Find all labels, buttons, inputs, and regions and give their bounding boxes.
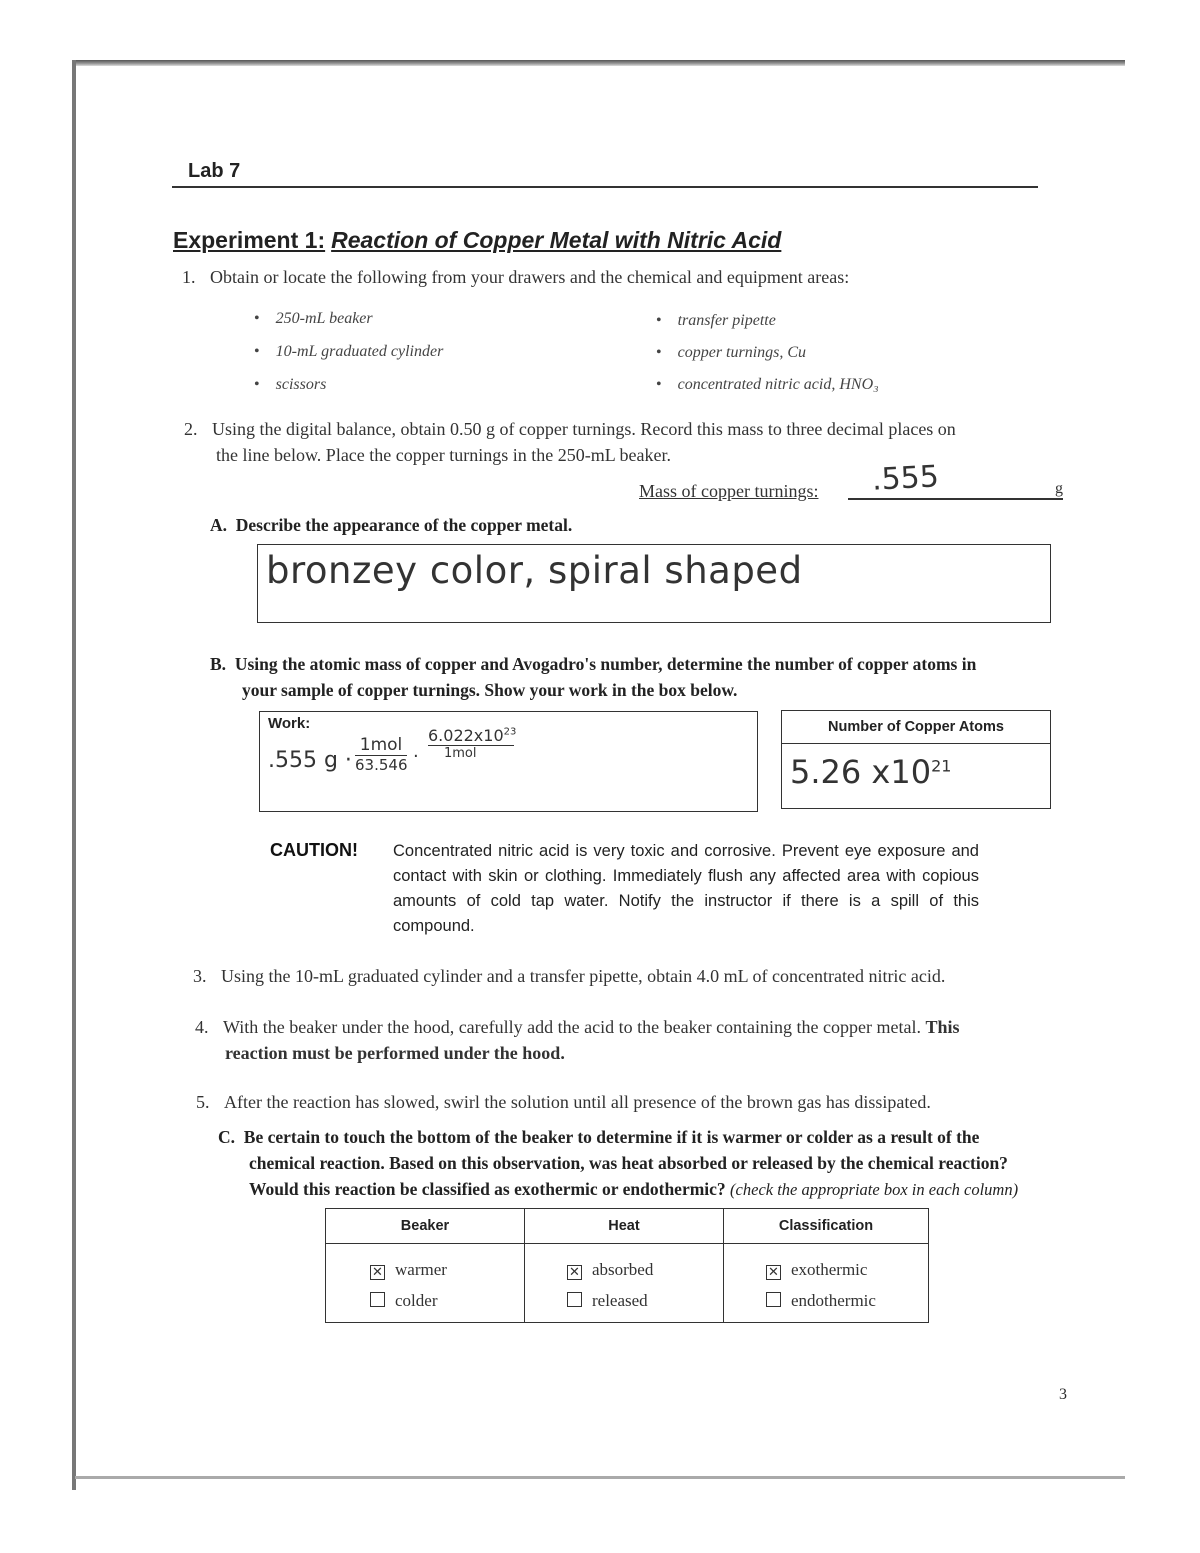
list-item: • concentrated nitric acid, HNO₃ (656, 369, 879, 401)
step-1 (182, 264, 849, 290)
experiment-number: Experiment 1: (173, 227, 326, 253)
result-box (781, 710, 1051, 809)
option-endothermic (766, 1285, 928, 1316)
result-label: Number of Copper Atoms (782, 711, 1050, 744)
mass-answer-line (848, 498, 1063, 500)
lab-header: Lab 7 (188, 160, 241, 182)
checkbox-exothermic[interactable]: ✕ (766, 1265, 781, 1280)
option-label: endothermic (790, 1291, 876, 1310)
option-exothermic (766, 1254, 928, 1285)
option-colder (370, 1285, 524, 1316)
option-label: released (591, 1291, 648, 1310)
list-item: • 10-mL graduated cylinder (254, 335, 443, 368)
question-text: Describe the appearance of the copper metal. (235, 515, 573, 535)
multiply-dot: · (413, 746, 419, 767)
part-letter: B. (210, 654, 227, 674)
page-edge-bottom (75, 1476, 1125, 1479)
fraction-numerator: 1mol (355, 735, 407, 756)
fraction-numerator: $6.022x10^{23}$ (428, 726, 517, 745)
table-row (326, 1244, 929, 1323)
mass-unit: g (1055, 480, 1063, 497)
caution-label: CAUTION! (270, 840, 358, 860)
question-text: your sample of copper turnings. Show your work in the box below. (242, 680, 738, 700)
list-item: • scissors (254, 368, 443, 401)
list-item: • 250-mL beaker (254, 302, 443, 335)
step-text: Using the 10-mL graduated cylinder and a transfer pipette, obtain 4.0 mL of concentrated nitric acid. (221, 966, 946, 986)
fraction-avogadro (428, 726, 528, 761)
step-text: With the beaker under the hood, carefully add the acid to the beaker containing the copper metal. (223, 1017, 921, 1037)
step-number: 3. (193, 966, 207, 986)
question-note: (check the appropriate box in each column) (730, 1180, 1019, 1199)
step-number: 2. (184, 419, 198, 439)
classification-options (723, 1244, 928, 1323)
step-text-bold: reaction must be performed under the hood. (225, 1043, 565, 1063)
part-b-question (210, 651, 1080, 703)
question-text: Would this reaction be classified as exothermic or endothermic? (249, 1179, 726, 1199)
question-text: chemical reaction. Based on this observation, was heat absorbed or released by the chemical reaction? (249, 1153, 1008, 1173)
list-item: • copper turnings, Cu (656, 337, 879, 369)
fraction-denominator: 63.546 (355, 756, 408, 774)
experiment-name: Reaction of Copper Metal with Nitric Acid (331, 227, 782, 253)
question-text: Using the atomic mass of copper and Avogadro's number, determine the number of copper atoms in (234, 654, 977, 674)
column-header: Classification (723, 1209, 928, 1244)
checkbox-absorbed[interactable]: ✕ (567, 1265, 582, 1280)
answer-a-text: bronzey color, spiral shaped (266, 549, 803, 592)
step-4 (195, 1014, 1075, 1066)
step-number: 5. (196, 1092, 210, 1112)
beaker-options (326, 1244, 525, 1323)
option-released (567, 1285, 723, 1316)
step-text: the line below. Place the copper turnings in the 250-mL beaker. (216, 445, 672, 465)
step-5 (196, 1089, 931, 1115)
option-label: absorbed (591, 1260, 654, 1279)
fraction-molar-mass (355, 735, 407, 774)
option-label: colder (395, 1291, 438, 1310)
checkbox-colder[interactable] (370, 1292, 385, 1307)
part-letter: A. (210, 515, 228, 535)
fraction-denominator: 1mol (444, 746, 477, 761)
materials-list-right (656, 305, 879, 401)
classification-table (325, 1208, 929, 1323)
page-edge-top (75, 60, 1125, 66)
step-text: After the reaction has slowed, swirl the solution until all presence of the brown gas has dissipated. (224, 1092, 931, 1112)
part-c-question (218, 1124, 1078, 1203)
step-2 (184, 416, 1074, 468)
step-number: 4. (195, 1017, 209, 1037)
table-header-row (326, 1209, 929, 1244)
heat-options (524, 1244, 723, 1323)
exponent: 23 (503, 726, 517, 738)
step-number: 1. (182, 267, 196, 287)
work-label: Work: (268, 715, 311, 732)
column-header: Beaker (326, 1209, 525, 1244)
checkbox-released[interactable] (567, 1292, 582, 1307)
experiment-title (173, 227, 781, 254)
question-text: Be certain to touch the bottom of the beaker to determine if it is warmer or colder as a result of the (243, 1127, 980, 1147)
option-warmer (370, 1254, 524, 1285)
mass-value: .555 (871, 459, 940, 498)
page-number: 3 (1059, 1386, 1067, 1403)
step-text: Obtain or locate the following from your drawers and the chemical and equipment areas: (210, 267, 850, 287)
list-item: • transfer pipette (656, 305, 879, 337)
answer-box-a (257, 544, 1051, 623)
result-value: 5.26 $x10^{21}$ (790, 753, 952, 791)
page-edge-left (72, 60, 76, 1490)
option-absorbed (567, 1254, 723, 1285)
checkbox-endothermic[interactable] (766, 1292, 781, 1307)
column-header: Heat (524, 1209, 723, 1244)
step-3 (193, 963, 945, 989)
caution-text: Concentrated nitric acid is very toxic and corrosive. Prevent eye exposure and contact with skin or clothing. Immediately flush any affected area with copious amounts of cold tap water. Notify the instructor if there is a spill of this compound. (393, 842, 979, 935)
exponent: 21 (931, 756, 952, 776)
part-a-question (210, 512, 572, 538)
option-label: warmer (395, 1260, 447, 1279)
part-letter: C. (218, 1127, 236, 1147)
checkbox-warmer[interactable]: ✕ (370, 1265, 385, 1280)
materials-list-left (254, 302, 443, 401)
option-label: exothermic (790, 1260, 868, 1279)
header-rule (172, 186, 1038, 188)
step-text-bold: This (925, 1017, 960, 1037)
work-mass: .555 g · (268, 748, 352, 773)
mass-label: Mass of copper turnings: (639, 481, 819, 501)
step-text: Using the digital balance, obtain 0.50 g of copper turnings. Record this mass to three decimal places on (212, 419, 956, 439)
work-box (259, 711, 758, 812)
